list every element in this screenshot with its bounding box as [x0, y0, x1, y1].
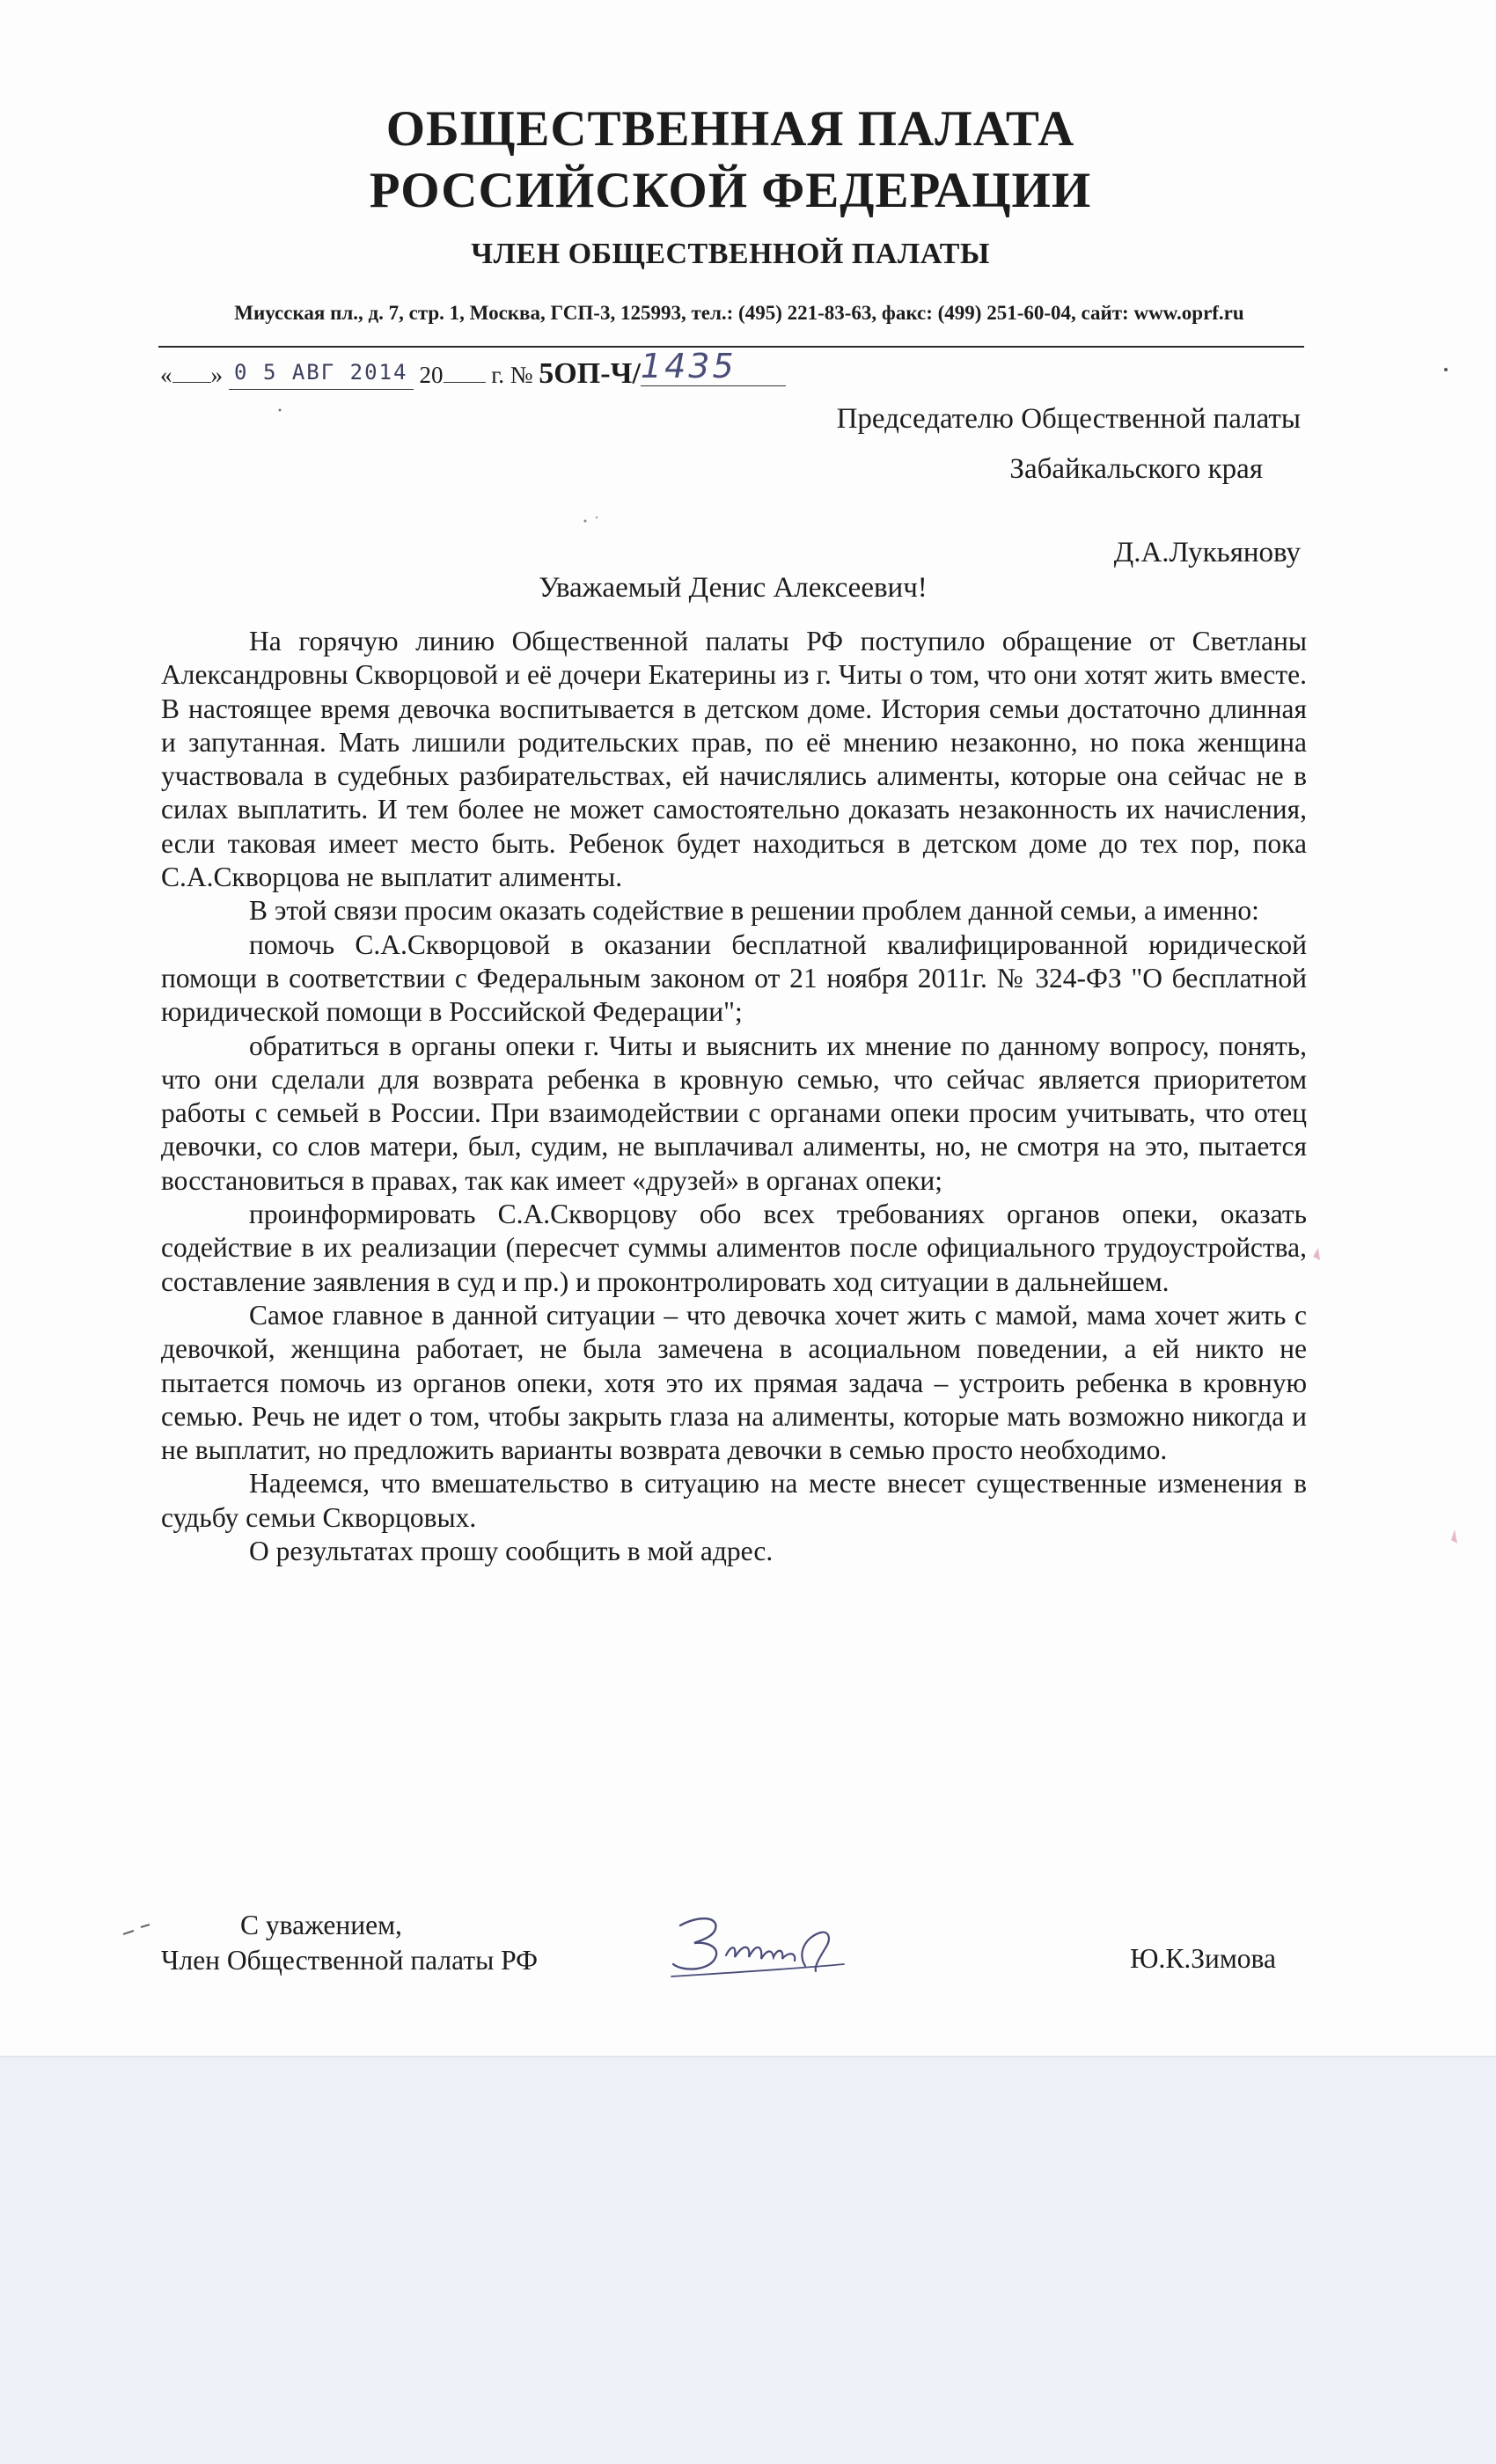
body-paragraph-1: На горячую линию Общественной палаты РФ поступило обращение от Светланы Александровны Скворцовой и её дочери Екатерины из г. Читы о том, что они хотят жить вместе. В настоящее время девочка воспитывается в детском доме. История семьи достаточно длинная и запутанная. Мать лишили родительских прав, по её мнению незаконно, но пока женщина участвовала в судебных разбирательствах, ей начислялись алименты, которые она сейчас не в силах выплатить. И тем более не может самостоятельно доказать незаконность их начисления, если таковая имеет место быть. Ребенок будет находиться в детском доме до тех пор, пока С.А.Скворцова не выплатит алименты.	[161, 626, 1307, 893]
request-item-1: помочь С.А.Скворцовой в оказании бесплатной квалифицированной юридической помощи в соответствии с Федеральным законом от 21 ноября 2011г. № 324-ФЗ "О бесплатной юридической помощи в Российской Федерации";	[161, 928, 1307, 1028]
date-open-quote: «	[160, 362, 172, 388]
date-stamp-field	[229, 362, 414, 390]
year-prefix: 20	[419, 362, 444, 388]
day-blank	[172, 364, 211, 383]
body-paragraph-hope: Надеемся, что вмешательство в ситуацию на месте внесет существенные изменения в судьбу семьи Скворцовых.	[161, 1468, 1307, 1533]
signer-name: Ю.К.Зимова	[1130, 1943, 1276, 1974]
salutation: Уважаемый Денис Алексеевич!	[539, 572, 928, 604]
letterhead-address: Миусская пл., д. 7, стр. 1, Москва, ГСП-3, 125993, тел.: (495) 221-83-63, факс: (499) 251-60-04, сайт: www.oprf.ru	[234, 302, 1244, 324]
addressee-line1: Председателю Общественной палаты	[836, 403, 1301, 435]
year-blank	[444, 364, 486, 383]
closing-regards: С уважением,	[240, 1910, 402, 1940]
date-stamp: 0 5 АВГ 2014	[234, 360, 408, 385]
registration-number-prefix: 5ОП-Ч/	[539, 357, 641, 390]
organization-title-line1: ОБЩЕСТВЕННАЯ ПАЛАТА	[385, 101, 1075, 157]
body-paragraph-main-point: Самое главное в данной ситуации – что девочка хочет жить с мамой, мама хочет жить с девочкой, женщина работает, не была замечена в асоциальном поведении, а ей никто не пытается помочь из органов опеки, хотя это их прямая задача – устроить ребенка в кровную семью. Речь не идет о том, чтобы закрыть глаза на алименты, которые мать возможно никогда и не выплатит, но предложить варианты возврата девочки в семью просто необходимо.	[161, 1299, 1307, 1466]
year-suffix: г.	[491, 362, 505, 388]
organization-title-line2: РОССИЙСКОЙ ФЕДЕРАЦИИ	[369, 163, 1092, 218]
organization-title	[158, 99, 1302, 222]
body-paragraph-results: О результатах прошу сообщить в мой адрес.	[249, 1536, 774, 1567]
date-close-quote: »	[210, 362, 223, 388]
closing-position: Член Общественной палаты РФ	[161, 1945, 538, 1976]
addressee-block	[837, 394, 1301, 578]
closing-block	[161, 1908, 538, 1978]
registration-number-handwritten: 1435	[641, 347, 786, 386]
addressee-name: Д.А.Лукьянову	[1113, 537, 1301, 568]
request-item-3: проинформировать С.А.Скворцову обо всех требованиях органов опеки, оказать содействие в их реализации (пересчет суммы алиментов после официального трудоустройства, составление заявления в суд и пр.) и проконтролировать ход ситуации в дальнейшем.	[161, 1199, 1307, 1297]
letterhead-subtitle: ЧЛЕН ОБЩЕСТВЕННОЙ ПАЛАТЫ	[471, 238, 990, 270]
handwritten-signature	[664, 1890, 884, 1987]
body-paragraph-2: В этой связи просим оказать содействие в решении проблем данной семьи, а именно:	[249, 895, 1259, 927]
addressee-line2: Забайкальского края	[1009, 453, 1263, 485]
registration-line	[160, 347, 786, 392]
letter-body	[161, 625, 1307, 1568]
number-sign: №	[510, 362, 533, 388]
scanner-background	[0, 2057, 1496, 2464]
request-item-2: обратиться в органы опеки г. Читы и выяснить их мнение по данному вопросу, понять, что они сделали для возврата ребенка в кровную семью, что сейчас является приоритетом работы с семьей в России. При взаимодействии с органами опеки просим учитывать, что отец девочки, со слов матери, был, судим, не выплачивал алименты, но, не смотря на это, пытается восстановиться в правах, так как имеет «друзей» в органах опеки;	[161, 1030, 1307, 1196]
